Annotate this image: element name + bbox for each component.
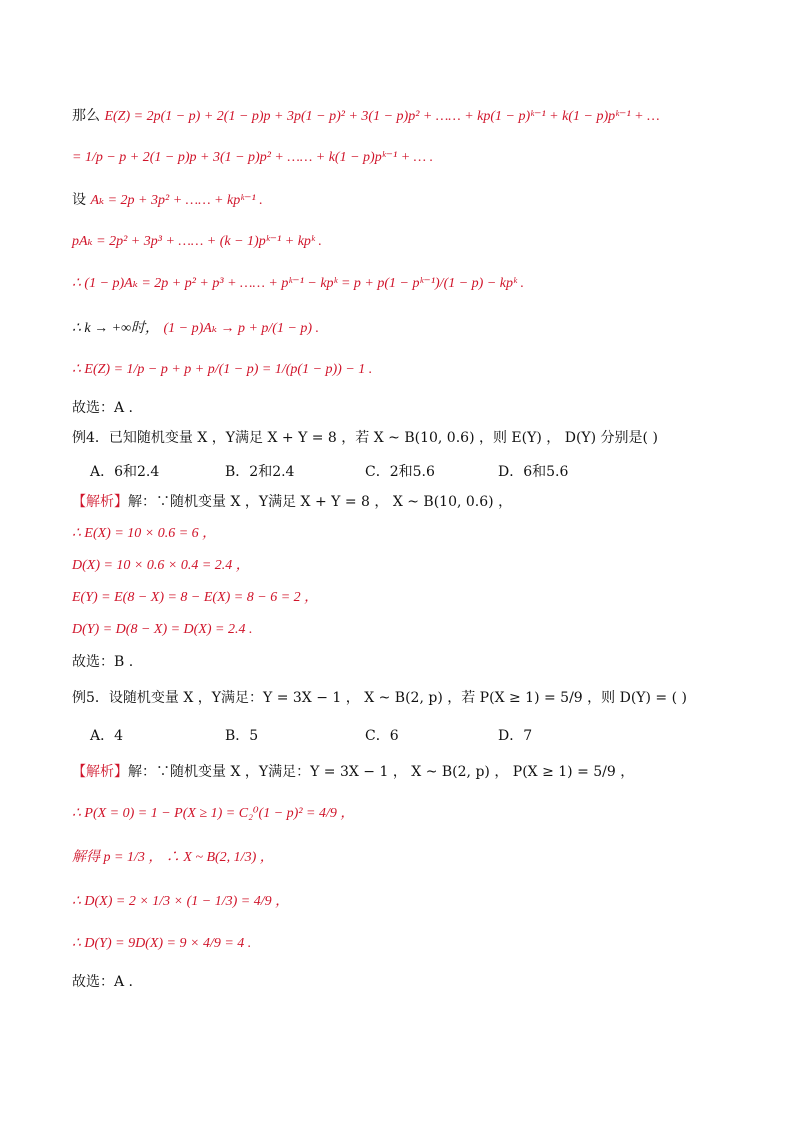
example-4-answer: 故选：B . [72, 654, 134, 670]
prefix-text: 设 [72, 192, 86, 208]
example-5-answer: 故选：A . [72, 974, 134, 990]
option-d: D．7 [498, 728, 533, 744]
option-b: B．5 [225, 728, 259, 744]
option-c: C．6 [365, 728, 399, 744]
derivation-line-4: pAₖ = 2p² + 3p³ + …… + (k − 1)pᵏ⁻¹ + kpᵏ . [72, 234, 322, 249]
math-expression: E(Z) = 2p(1 − p) + 2(1 − p)p + 3p(1 − p)² + 3(1 − p)p² + …… + kp(1 − p)ᵏ⁻¹ + k(1 − p)pᵏ⁻¹ + … [104, 109, 660, 124]
analysis-tag: 【解析】 [72, 764, 128, 780]
example-4-step-3: E(Y) = E(8 − X) = 8 − E(X) = 8 − 6 = 2 ， [72, 590, 319, 605]
example-4-question: 例4．已知随机变量 X ，Y满足 X + Y = 8 ，若 X ~ B(10, 0.6) ，则 E(Y) ， D(Y) 分别是( ) [72, 430, 658, 446]
example-4-step-2: D(X) = 10 × 0.6 × 0.4 = 2.4 ， [72, 558, 250, 573]
math-expression: Aₖ = 2p + 3p² + …… + kpᵏ⁻¹ . [90, 193, 263, 208]
example-4-step-1: ∴ E(X) = 10 × 0.6 = 6 ， [72, 526, 217, 541]
derivation-line-5: ∴ (1 − p)Aₖ = 2p + p² + p³ + …… + pᵏ⁻¹ − kpᵏ = p + p(1 − pᵏ⁻¹)/(1 − p) − kpᵏ . [72, 276, 524, 291]
example-5-step-2: 解得 p = 1/3 ， ∴ X ~ B(2, 1/3) ， [72, 850, 274, 865]
example-5-step-3: ∴ D(X) = 2 × 1/3 × (1 − 1/3) = 4/9 ， [72, 894, 290, 909]
derivation-line-2: = 1/p − p + 2(1 − p)p + 3(1 − p)p² + …… + k(1 − p)pᵏ⁻¹ + … . [72, 150, 434, 165]
derivation-line-3 [72, 190, 754, 211]
analysis-tag: 【解析】 [72, 494, 128, 510]
prefix-text: 那么 [72, 108, 100, 124]
math-expression: ∴ k → +∞时， [72, 321, 160, 336]
example-4-step-4: D(Y) = D(8 − X) = D(X) = 2.4 . [72, 622, 253, 637]
option-c: C．2和5.6 [365, 464, 435, 480]
example-5-analysis [72, 762, 754, 782]
math-expression: (1 − p)Aₖ → p + p/(1 − p) . [163, 321, 320, 336]
analysis-text: 解：∵随机变量 X ，Y满足：Y = 3X − 1 ， X ~ B(2, p) ， P(X ≥ 1) = 5/9 ， [128, 764, 635, 780]
derivation-line-7: ∴ E(Z) = 1/p − p + p + p/(1 − p) = 1/(p(1 − p)) − 1 . [72, 362, 373, 377]
derivation-line-1 [72, 106, 754, 127]
example-5-step-1: ∴ P(X = 0) = 1 − P(X ≥ 1) = C₂⁰(1 − p)² = 4/9 ， [72, 806, 355, 821]
derivation-line-6 [72, 318, 754, 339]
answer-line: 故选：A . [72, 400, 134, 416]
option-a: A．6和2.4 [90, 464, 160, 480]
example-5-step-4: ∴ D(Y) = 9D(X) = 9 × 4/9 = 4 . [72, 936, 252, 951]
option-a: A．4 [90, 728, 124, 744]
option-d: D．6和5.6 [498, 464, 569, 480]
example-5-question: 例5．设随机变量 X ，Y满足：Y = 3X − 1 ， X ~ B(2, p) ，若 P(X ≥ 1) = 5/9 ，则 D(Y) = ( ) [72, 690, 687, 706]
option-b: B．2和2.4 [225, 464, 295, 480]
analysis-text: 解：∵随机变量 X ，Y满足 X + Y = 8 ， X ~ B(10, 0.6) ， [128, 494, 513, 510]
example-4-analysis [72, 492, 754, 512]
